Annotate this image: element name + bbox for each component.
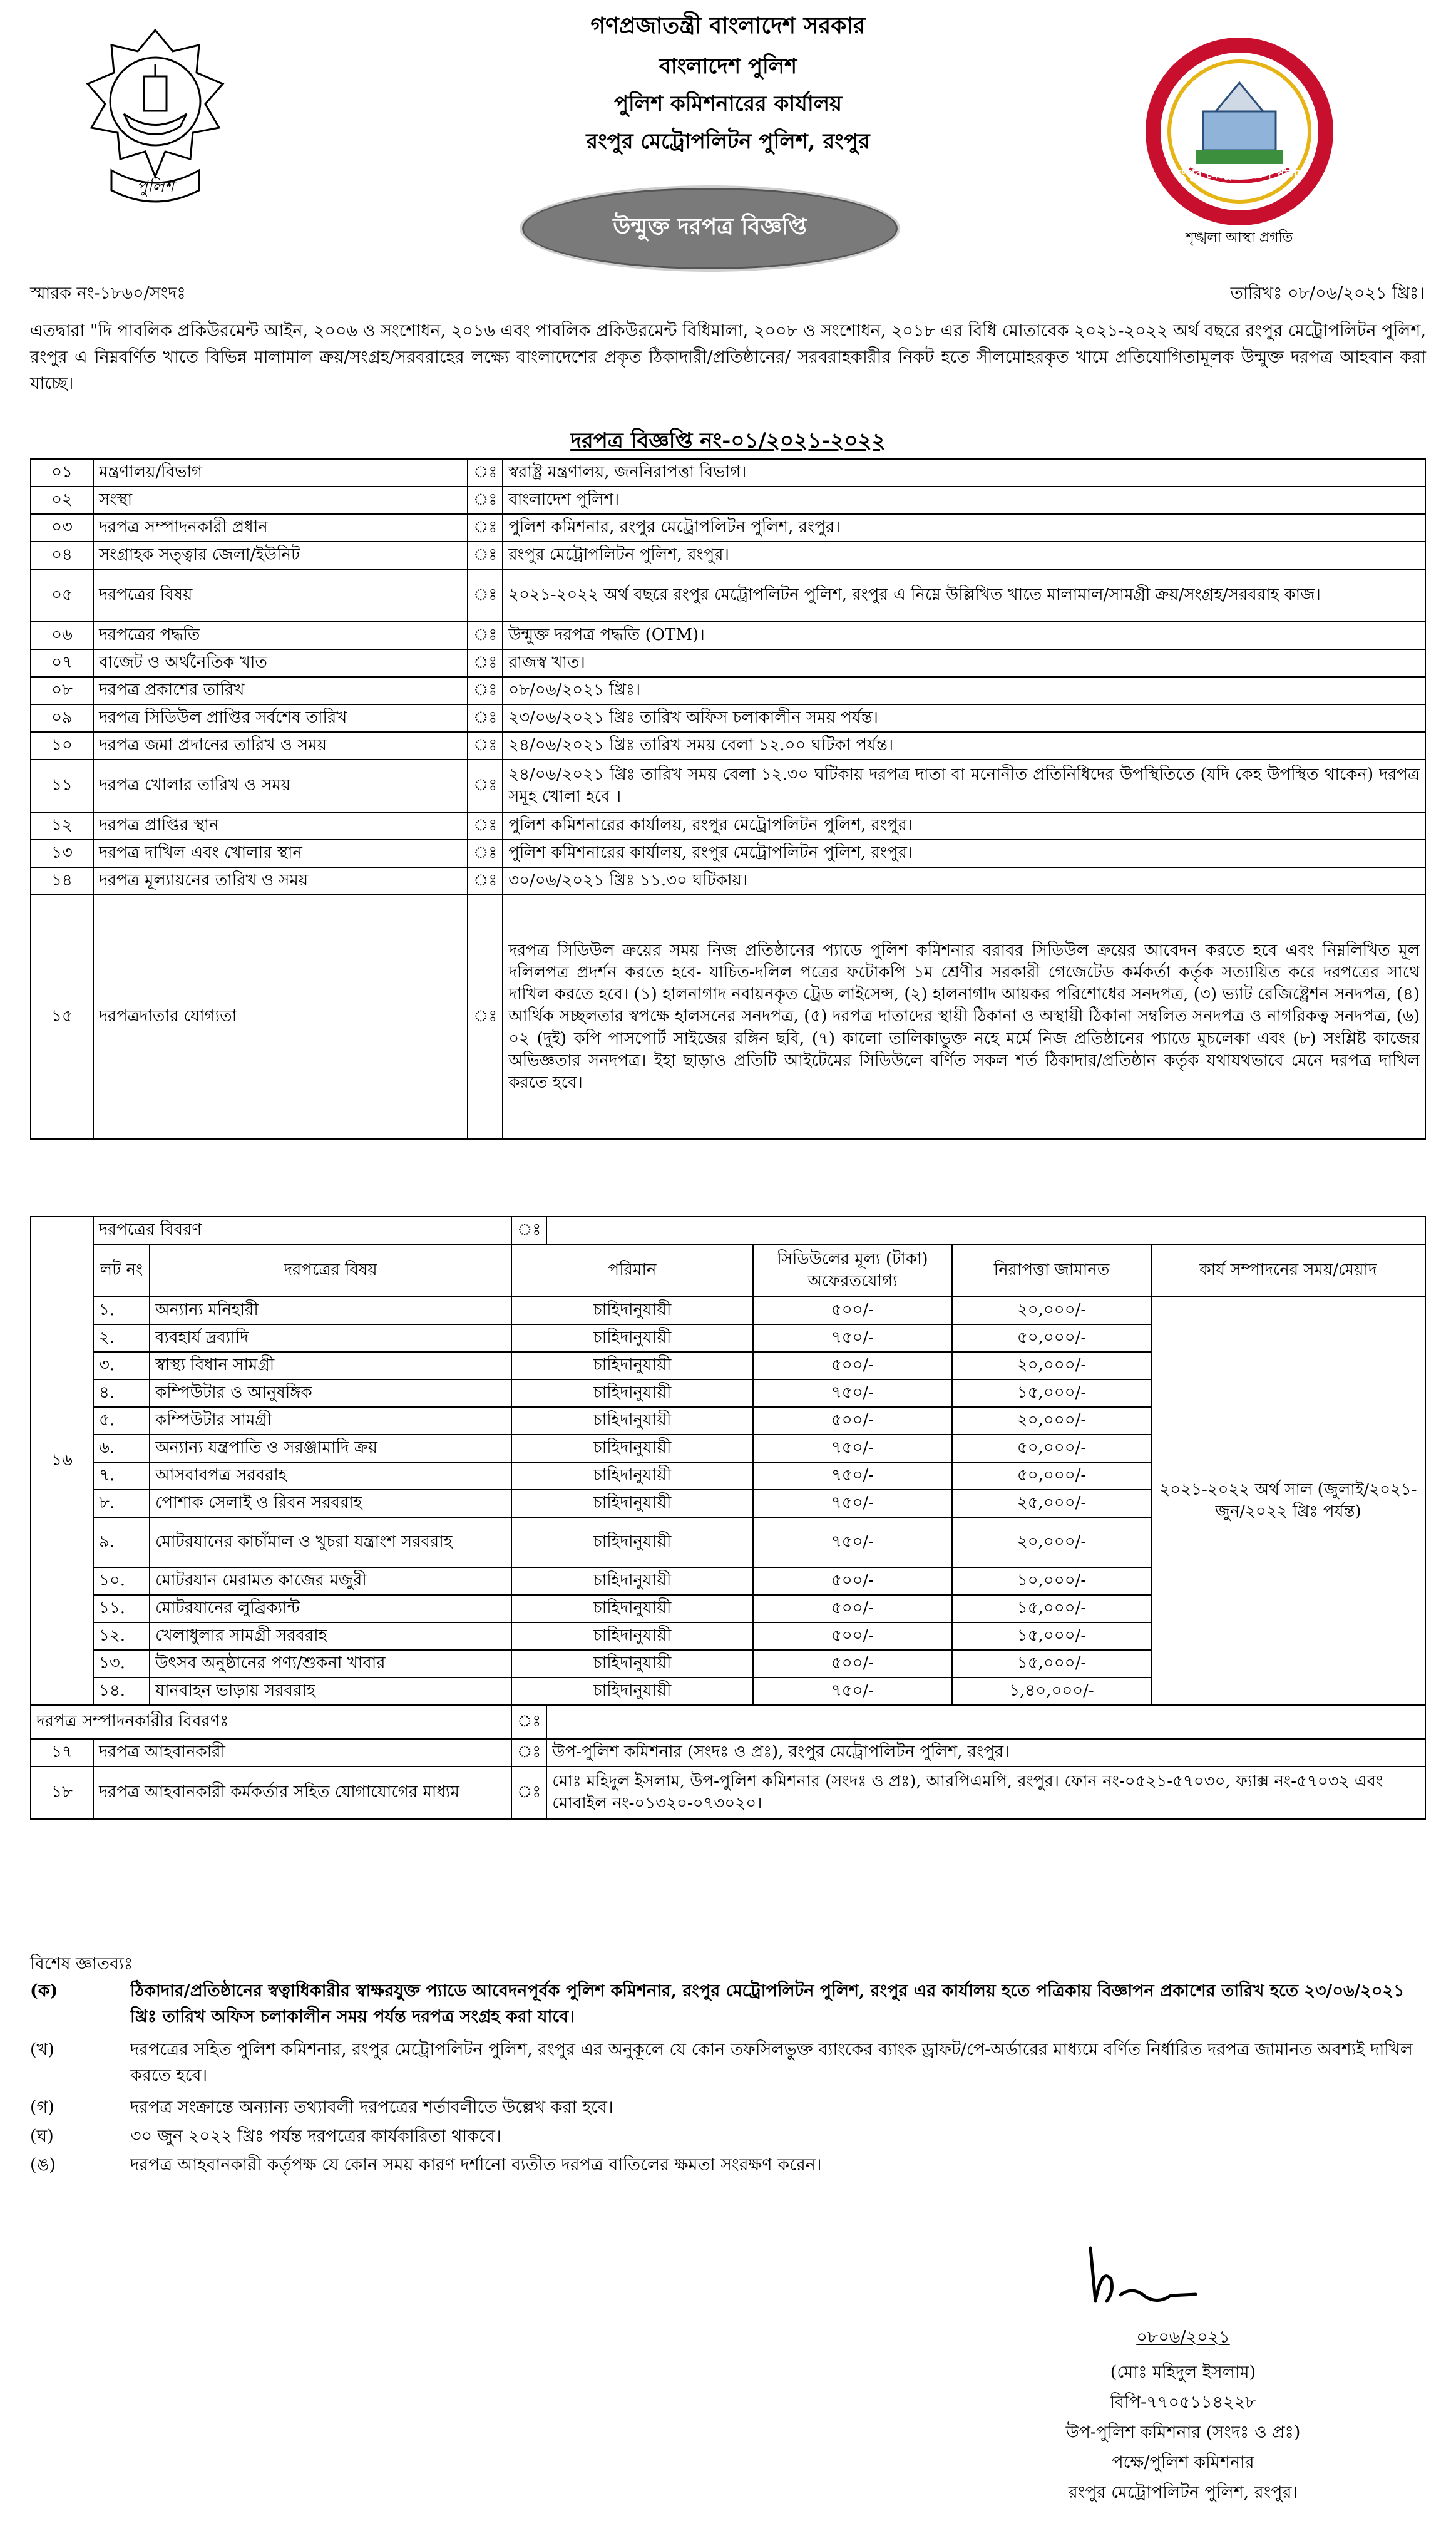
lot-security: ১৫,০০০/- — [952, 1650, 1151, 1678]
lot-subject: ব্যবহার্য দ্রব্যাদি — [150, 1324, 511, 1352]
lot-quantity: চাহিদানুযায়ী — [511, 1622, 753, 1650]
row-number: ০৬ — [31, 622, 93, 649]
lot-subject: কম্পিউটার ও আনুষঙ্গিক — [150, 1379, 511, 1407]
signatory-org: রংপুর মেট্রোপলিটন পুলিশ, রংপুর। — [1068, 2483, 1298, 2502]
tender-row — [31, 622, 1425, 649]
lot-number: ৫. — [93, 1407, 150, 1435]
row-value: পুলিশ কমিশনারের কার্যালয়, রংপুর মেট্রোপলিটন পুলিশ, রংপুর। — [503, 812, 1425, 840]
lot-security: ২০,০০০/- — [952, 1517, 1151, 1567]
lot-subject: যানবাহন ভাড়ায় সরবরাহ — [150, 1678, 511, 1705]
lot-row — [31, 1297, 1425, 1324]
row-colon: ঃ — [468, 677, 503, 704]
row-colon: ঃ — [511, 1766, 546, 1819]
row-colon: ঃ — [511, 1739, 546, 1766]
right-rmp-logo — [1146, 38, 1333, 250]
lot-quantity: চাহিদানুযায়ী — [511, 1462, 753, 1490]
row-label: দরপত্র আহবানকারী কর্মকর্তার সহিত যোগাযোগের মাধ্যম — [93, 1766, 511, 1819]
row-colon: ঃ — [468, 459, 503, 487]
lot-quantity: চাহিদানুযায়ী — [511, 1407, 753, 1435]
table-title: দরপত্র বিজ্ঞপ্তি নং-০১/২০২১-২০২২ — [570, 428, 886, 453]
row-value: ২৪/০৬/২০২১ খ্রিঃ তারিখ সময় বেলা ১২.০০ ঘটিকা পর্যন্ত। — [503, 732, 1425, 760]
lot-schedule-price: ৫০০/- — [753, 1407, 952, 1435]
row-label: দরপত্র দাখিল এবং খোলার স্থান — [93, 840, 468, 867]
row-label: দরপত্রের বিষয় — [93, 569, 468, 622]
period-col-header: কার্য সম্পাদনের সময়/মেয়াদ — [1151, 1244, 1425, 1297]
row-colon: ঃ — [468, 569, 503, 622]
issue-date: তারিখঃ ০৮/০৬/২০২১ খ্রিঃ। — [1230, 284, 1425, 303]
lot-number: ৯. — [93, 1517, 150, 1567]
lot-subject: অন্যান্য মনিহারী — [150, 1297, 511, 1324]
lot-period: ২০২১-২০২২ অর্থ সাল (জুলাই/২০২১-জুন/২০২২ খ্রিঃ পর্যন্ত) — [1151, 1297, 1425, 1705]
row-label: বাজেট ও অর্থনৈতিক খাত — [93, 649, 468, 677]
rmp-logo-name: রংপুর মেট্রোপলিটন পুলিশ — [1174, 167, 1305, 182]
row-colon: ঃ — [468, 732, 503, 760]
row-number: ০৫ — [31, 569, 93, 622]
lot-security: ১৫,০০০/- — [952, 1622, 1151, 1650]
lot-security: ১৫,০০০/- — [952, 1595, 1151, 1622]
note-key: (ক) — [30, 1981, 58, 2001]
lot-subject: অন্যান্য যন্ত্রপাতি ও সরঞ্জামাদি ক্রয় — [150, 1435, 511, 1462]
lot-schedule-price: ৫০০/- — [753, 1352, 952, 1379]
row-label: সংস্থা — [93, 487, 468, 514]
tender-row — [31, 514, 1425, 542]
lot-schedule-price: ৫০০/- — [753, 1650, 952, 1678]
row-colon: ঃ — [468, 812, 503, 840]
row-colon: ঃ — [468, 622, 503, 649]
note-item — [30, 2095, 1426, 2121]
lot-section-row — [31, 1217, 1425, 1244]
signatory-bp: বিপি-৭৭০৫১১৪২২৮ — [1110, 2393, 1256, 2412]
row-number: ০১ — [31, 459, 93, 487]
lot-security: ৫০,০০০/- — [952, 1462, 1151, 1490]
lot-col-header: লট নং — [93, 1244, 150, 1297]
note-key: (গ) — [30, 2098, 54, 2117]
note-text: ঠিকাদার/প্রতিষ্ঠানের স্বত্বাধিকারীর স্বাক্ষরযুক্ত প্যাডে আবেদনপূর্বক পুলিশ কমিশনার, রংপুর মেট্রোপলিটন পুলিশ, রংপুর এর কার্যালয় হতে পত্রিকায় বিজ্ঞাপন প্রকাশের তারিখ হতে ২৩/০৬/২০২১ খ্রিঃ তারিখ অফিস চলাকালীন সময় পর্যন্ত দরপত্র সংগ্রহ করা যাবে। — [130, 1981, 1405, 2026]
note-text: দরপত্র সংক্রান্তে অন্যান্য তথ্যাবলী দরপত্রের শর্তাবলীতে উল্লেখ করা হবে। — [130, 2098, 613, 2117]
row-colon: ঃ — [468, 649, 503, 677]
lot-number: ১৪. — [93, 1678, 150, 1705]
lot-schedule-price: ৫০০/- — [753, 1567, 952, 1595]
lot-number: ৭. — [93, 1462, 150, 1490]
row-number: ০৭ — [31, 649, 93, 677]
tender-row — [31, 704, 1425, 732]
row-colon: ঃ — [468, 760, 503, 812]
lot-blank — [546, 1217, 1425, 1244]
lot-subject: স্বাস্থ্য বিধান সামগ্রী — [150, 1352, 511, 1379]
row-value: স্বরাষ্ট্র মন্ত্রণালয়, জননিরাপত্তা বিভাগ। — [503, 459, 1425, 487]
row-label: দরপত্র মূল্যায়নের তারিখ ও সময় — [93, 867, 468, 895]
row-label: দরপত্র সম্পাদনকারী প্রধান — [93, 514, 468, 542]
signatory-name: (মোঃ মহিদুল ইসলাম) — [1110, 2363, 1256, 2382]
row-colon: ঃ — [468, 867, 503, 895]
lot-security: ২৫,০০০/- — [952, 1490, 1151, 1517]
lot-security: ১০,০০০/- — [952, 1567, 1151, 1595]
lot-quantity: চাহিদানুযায়ী — [511, 1324, 753, 1352]
row-label: দরপত্রের পদ্ধতি — [93, 622, 468, 649]
row-number: ১১ — [31, 760, 93, 812]
signatory-title: উপ-পুলিশ কমিশনার (সংদঃ ও প্রঃ) — [1065, 2423, 1301, 2442]
rmp-logo-motto: শৃঙ্খলা আস্থা প্রগতি — [1186, 230, 1293, 245]
lot-subject: মোটরযানের কাচাঁমাল ও খুচরা যন্ত্রাংশ সরবরাহ — [150, 1517, 511, 1567]
lot-number: ৬. — [93, 1435, 150, 1462]
row-label: দরপত্র খোলার তারিখ ও সময় — [93, 760, 468, 812]
row-value: মোঃ মহিদুল ইসলাম, উপ-পুলিশ কমিশনার (সংদঃ ও প্রঃ), আরপিএমপি, রংপুর। ফোন নং-০৫২১-৫৭০৩০, ফ্যাক্স নং-৫৭০৩২ এবং মোবাইল নং-০১৩২০-০৭৩০২০। — [546, 1766, 1425, 1819]
lot-schedule-price: ৭৫০/- — [753, 1490, 952, 1517]
lot-security: ১৫,০০০/- — [952, 1379, 1151, 1407]
row-label: দরপত্র আহবানকারী — [93, 1739, 511, 1766]
lot-quantity: চাহিদানুযায়ী — [511, 1567, 753, 1595]
row-value: উন্মুক্ত দরপত্র পদ্ধতি (OTM)। — [503, 622, 1425, 649]
signature-date: ০৮০৬/২০২১ — [1136, 2328, 1230, 2347]
row-label: দরপত্র প্রকাশের তারিখ — [93, 677, 468, 704]
lot-subject: পোশাক সেলাই ও রিবন সরবরাহ — [150, 1490, 511, 1517]
row-colon: ঃ — [468, 487, 503, 514]
lot-quantity: চাহিদানুযায়ী — [511, 1379, 753, 1407]
row-value: ৩০/০৬/২০২১ খ্রিঃ ১১.৩০ ঘটিকায়। — [503, 867, 1425, 895]
row-value: ২৪/০৬/২০২১ খ্রিঃ তারিখ সময় বেলা ১২.৩০ ঘটিকায় দরপত্র দাতা বা মনোনীত প্রতিনিধিদের উপস্থিতিতে (যদি কেহ উপস্থিত থাকেন) দরপত্র সমূহ খোলা হবে । — [503, 760, 1425, 812]
note-item — [30, 2038, 1426, 2088]
row-colon: ঃ — [468, 542, 503, 569]
note-item — [30, 2124, 1426, 2150]
lot-subject: কম্পিউটার সামগ্রী — [150, 1407, 511, 1435]
row-label: দরপত্র সিডিউল প্রাপ্তির সর্বশেষ তারিখ — [93, 704, 468, 732]
header-office: পুলিশ কমিশনারের কার্যালয় — [613, 91, 843, 116]
qty-col-header: পরিমান — [511, 1244, 753, 1297]
notes-title: বিশেষ জ্ঞাতব্যঃ — [30, 1954, 133, 1974]
note-item — [30, 2153, 1426, 2178]
executor-blank — [546, 1705, 1425, 1739]
lot-table — [30, 1216, 1426, 1820]
row-number: ১২ — [31, 812, 93, 840]
lot-number: ১১. — [93, 1595, 150, 1622]
lot-number: ৮. — [93, 1490, 150, 1517]
tender-row — [31, 760, 1425, 812]
lot-security: ২০,০০০/- — [952, 1297, 1151, 1324]
tender-row — [31, 649, 1425, 677]
note-key: (খ) — [30, 2040, 54, 2060]
lot-quantity: চাহিদানুযায়ী — [511, 1352, 753, 1379]
row17-line — [31, 1739, 1425, 1766]
row-value: ২৩/০৬/২০২১ খ্রিঃ তারিখ অফিস চলাকালীন সময় পর্যন্ত। — [503, 704, 1425, 732]
row-value: দরপত্র সিডিউল ক্রয়ের সময় নিজ প্রতিষ্ঠানের প্যাডে পুলিশ কমিশনার বরাবর সিডিউল ক্রয়ের আবেদন করতে হবে এবং নিম্নলিখিত মূল দলিলপত্র প্রদর্শন করতে হবে- যাচিত-দলিল পত্রের ফটোকপি ১ম শ্রেণীর সরকারী গেজেটেড কর্মকর্তা কর্তৃক সত্যায়িত করে দরপত্রের সাথে দাখিল করতে হবে। (১) হালনাগাদ নবায়নকৃত ট্রেড লাইসেন্স, (২) হালনাগাদ আয়কর পরিশোধের সনদপত্র, (৩) ভ্যাট রেজিষ্ট্রেশন সনদপত্র, (৪) আর্থিক সচ্ছলতার স্বপক্ষে হালসনের সনদপত্র, (৫) দরপত্র দাতাদের স্থায়ী ঠিকানা ও অস্থায়ী ঠিকানা সম্বলিত সনদপত্র ও নাগরিকত্ব সনদপত্র, (৬) ০২ (দুই) কপি পাসপোর্ট সাইজের রঙ্গিন ছবি, (৭) কালো তালিকাভুক্ত নহে মর্মে নিজ প্রতিষ্ঠানের প্যাডে মুচলেকা এবং (৮) সংশ্লিষ্ট কাজের অভিজ্ঞতার সনদপত্র। ইহা ছাড়াও প্রতিটি আইটেমের সিডিউলে বর্ণিত সকল শর্ত ঠিকাদার/প্রতিষ্ঠান কর্তৃক যথাযথভাবে মেনে দরপত্র দাখিল করতে হবে। — [503, 895, 1425, 1139]
lot-number: ১. — [93, 1297, 150, 1324]
lot-schedule-price: ৭৫০/- — [753, 1435, 952, 1462]
lot-schedule-price: ৭৫০/- — [753, 1678, 952, 1705]
left-emblem-label: পুলিশ — [136, 178, 174, 197]
header-police: বাংলাদেশ পুলিশ — [659, 54, 797, 79]
lot-subject: আসবাবপত্র সরবরাহ — [150, 1462, 511, 1490]
lot-schedule-price: ৭৫০/- — [753, 1462, 952, 1490]
lot-quantity: চাহিদানুযায়ী — [511, 1517, 753, 1567]
row-colon: ঃ — [468, 514, 503, 542]
tender-row — [31, 542, 1425, 569]
row-value: পুলিশ কমিশনারের কার্যালয়, রংপুর মেট্রোপলিটন পুলিশ, রংপুর। — [503, 840, 1425, 867]
lot-security: ৫০,০০০/- — [952, 1435, 1151, 1462]
lot-number: ১০. — [93, 1567, 150, 1595]
tender-row — [31, 812, 1425, 840]
row-value: রাজস্ব খাত। — [503, 649, 1425, 677]
lot-quantity: চাহিদানুযায়ী — [511, 1297, 753, 1324]
row-colon: ঃ — [468, 840, 503, 867]
lot-number: ১৩. — [93, 1650, 150, 1678]
note-item — [30, 1979, 1426, 2029]
tender-info-table — [30, 458, 1426, 1140]
lot-quantity: চাহিদানুযায়ী — [511, 1650, 753, 1678]
lot-subject: উৎসব অনুষ্ঠানের পণ্য/শুকনা খাবার — [150, 1650, 511, 1678]
row-number: ০৪ — [31, 542, 93, 569]
row-label: দরপত্র জমা প্রদানের তারিখ ও সময় — [93, 732, 468, 760]
header-gov: গণপ্রজাতন্ত্রী বাংলাদেশ সরকার — [590, 13, 866, 39]
header-unit: রংপুর মেট্রোপলিটন পুলিশ, রংপুর — [586, 129, 870, 154]
lot-schedule-price: ৫০০/- — [753, 1297, 952, 1324]
signatory-for: পক্ষে/পুলিশ কমিশনার — [1112, 2453, 1254, 2472]
row-label: দরপত্রদাতার যোগ্যতা — [93, 895, 468, 1139]
row-number: ০৩ — [31, 514, 93, 542]
lot-number: ৪. — [93, 1379, 150, 1407]
lot-security: ১,৪০,০০০/- — [952, 1678, 1151, 1705]
tender-row — [31, 459, 1425, 487]
security-col-header: নিরাপত্তা জামানত — [952, 1244, 1151, 1297]
row-label: মন্ত্রণালয়/বিভাগ — [93, 459, 468, 487]
lot-security: ৫০,০০০/- — [952, 1324, 1151, 1352]
note-text: দরপত্রের সহিত পুলিশ কমিশনার, রংপুর মেট্রোপলিটন পুলিশ, রংপুর এর অনুকূলে যে কোন তফসিলভুক্ত ব্যাংকের ব্যাংক ড্রাফট/পে-অর্ডারের মাধ্যমে বর্ণিত নির্ধারিত দরপত্র জামানত অবশ্যই দাখিল করতে হবে। — [130, 2040, 1413, 2085]
lot-quantity: চাহিদানুযায়ী — [511, 1490, 753, 1517]
row-number: ১৪ — [31, 867, 93, 895]
row-value: ২০২১-২০২২ অর্থ বছরে রংপুর মেট্রোপলিটন পুলিশ, রংপুর এ নিম্নে উল্লিখিত খাতে মালামাল/সামগ্রী ক্রয়/সংগ্রহ/সরবরাহ কাজ। — [503, 569, 1425, 622]
note-text: ৩০ জুন ২০২২ খ্রিঃ পর্যন্ত দরপত্রের কার্যকারিতা থাকবে। — [130, 2127, 501, 2146]
lot-quantity: চাহিদানুযায়ী — [511, 1435, 753, 1462]
row-number: ০২ — [31, 487, 93, 514]
lot-number: ১২. — [93, 1622, 150, 1650]
row-value: পুলিশ কমিশনার, রংপুর মেট্রোপলিটন পুলিশ, রংপুর। — [503, 514, 1425, 542]
row-label: দরপত্র প্রাপ্তির স্থান — [93, 812, 468, 840]
row-value: রংপুর মেট্রোপলিটন পুলিশ, রংপুর। — [503, 542, 1425, 569]
note-key: (ঙ) — [30, 2155, 56, 2175]
lot-quantity: চাহিদানুযায়ী — [511, 1595, 753, 1622]
lot-schedule-price: ৫০০/- — [753, 1595, 952, 1622]
lot-header-row — [31, 1244, 1425, 1297]
lot-subject: মোটরযানের লুব্রিক্যান্ট — [150, 1595, 511, 1622]
lot-schedule-price: ৫০০/- — [753, 1622, 952, 1650]
executor-row — [31, 1705, 1425, 1739]
memo-number: স্মারক নং-১৮৬০/সংদঃ — [30, 284, 186, 303]
row-value: উপ-পুলিশ কমিশনার (সংদঃ ও প্রঃ), রংপুর মেট্রোপলিটন পুলিশ, রংপুর। — [546, 1739, 1425, 1766]
row-colon: ঃ — [468, 704, 503, 732]
intro-paragraph: এতদ্বারা "দি পাবলিক প্রকিউরমেন্ট আইন, ২০০৬ ও সংশোধন, ২০১৬ এবং পাবলিক প্রকিউরমেন্ট বিধিমালা, ২০০৮ ও সংশোধন, ২০১৮ এর বিধি মোতাবেক ২০২১-২০২২ অর্থ বছরে রংপুর মেট্রোপলিটন পুলিশ, রংপুর এ নিম্নবর্ণিত খাতে বিভিন্ন মালামাল ক্রয়/সংগ্রহ/সরবরাহের লক্ষ্যে বাংলাদেশের প্রকৃত ঠিকাদারী/প্রতিষ্ঠানের/ সরবরাহকারীর নিকট হতে সীলমোহরকৃত খামে প্রতিযোগিতামূলক উন্মুক্ত দরপত্র আহবান করা যাচ্ছে। — [30, 321, 1426, 393]
lot-security: ২০,০০০/- — [952, 1352, 1151, 1379]
lot-subject: খেলাধুলার সামগ্রী সরবরাহ — [150, 1622, 511, 1650]
note-text: দরপত্র আহবানকারী কর্তৃপক্ষ যে কোন সময় কারণ দর্শানো ব্যতীত দরপত্র বাতিলের ক্ষমতা সংরক্ষণ করেন। — [130, 2155, 822, 2175]
tender-row — [31, 569, 1425, 622]
row-number: ১০ — [31, 732, 93, 760]
price-col-header: সিডিউলের মূল্য (টাকা) অফেরতযোগ্য — [753, 1244, 952, 1297]
executor-colon: ঃ — [511, 1705, 546, 1739]
row-number: ১৭ — [31, 1739, 93, 1766]
signature-mark — [1077, 2242, 1202, 2311]
row-label: সংগ্রাহক সত্ত্বার জেলা/ইউনিট — [93, 542, 468, 569]
lot-number: ২. — [93, 1324, 150, 1352]
lot-number: ৩. — [93, 1352, 150, 1379]
subject-col-header: দরপত্রের বিষয় — [150, 1244, 511, 1297]
lot-quantity: চাহিদানুযায়ী — [511, 1678, 753, 1705]
row-value: ০৮/০৬/২০২১ খ্রিঃ। — [503, 677, 1425, 704]
note-key: (ঘ) — [30, 2127, 54, 2146]
row18-line — [31, 1766, 1425, 1819]
row-number: ১৫ — [31, 895, 93, 1139]
lot-subject: মোটরযান মেরামত কাজের মজুরী — [150, 1567, 511, 1595]
lot-schedule-price: ৭৫০/- — [753, 1517, 952, 1567]
row-number: ১৩ — [31, 840, 93, 867]
lot-schedule-price: ৭৫০/- — [753, 1379, 952, 1407]
tender-row — [31, 487, 1425, 514]
lot-security: ২০,০০০/- — [952, 1407, 1151, 1435]
row-number: ০৮ — [31, 677, 93, 704]
tender-row — [31, 867, 1425, 895]
notice-badge: উন্মুক্ত দরপত্র বিজ্ঞপ্তি — [520, 185, 900, 272]
tender-row — [31, 895, 1425, 1139]
row-number: ০৯ — [31, 704, 93, 732]
tender-row — [31, 732, 1425, 760]
row-value: বাংলাদেশ পুলিশ। — [503, 487, 1425, 514]
lot-schedule-price: ৭৫০/- — [753, 1324, 952, 1352]
tender-row — [31, 677, 1425, 704]
executor-label: দরপত্র সম্পাদনকারীর বিবরণঃ — [31, 1705, 511, 1739]
row-colon: ঃ — [468, 895, 503, 1139]
row-number: ১৬ — [31, 1217, 93, 1705]
row-colon: ঃ — [511, 1217, 546, 1244]
tender-row — [31, 840, 1425, 867]
row-label: দরপত্রের বিবরণ — [93, 1217, 511, 1244]
row-number: ১৮ — [31, 1766, 93, 1819]
